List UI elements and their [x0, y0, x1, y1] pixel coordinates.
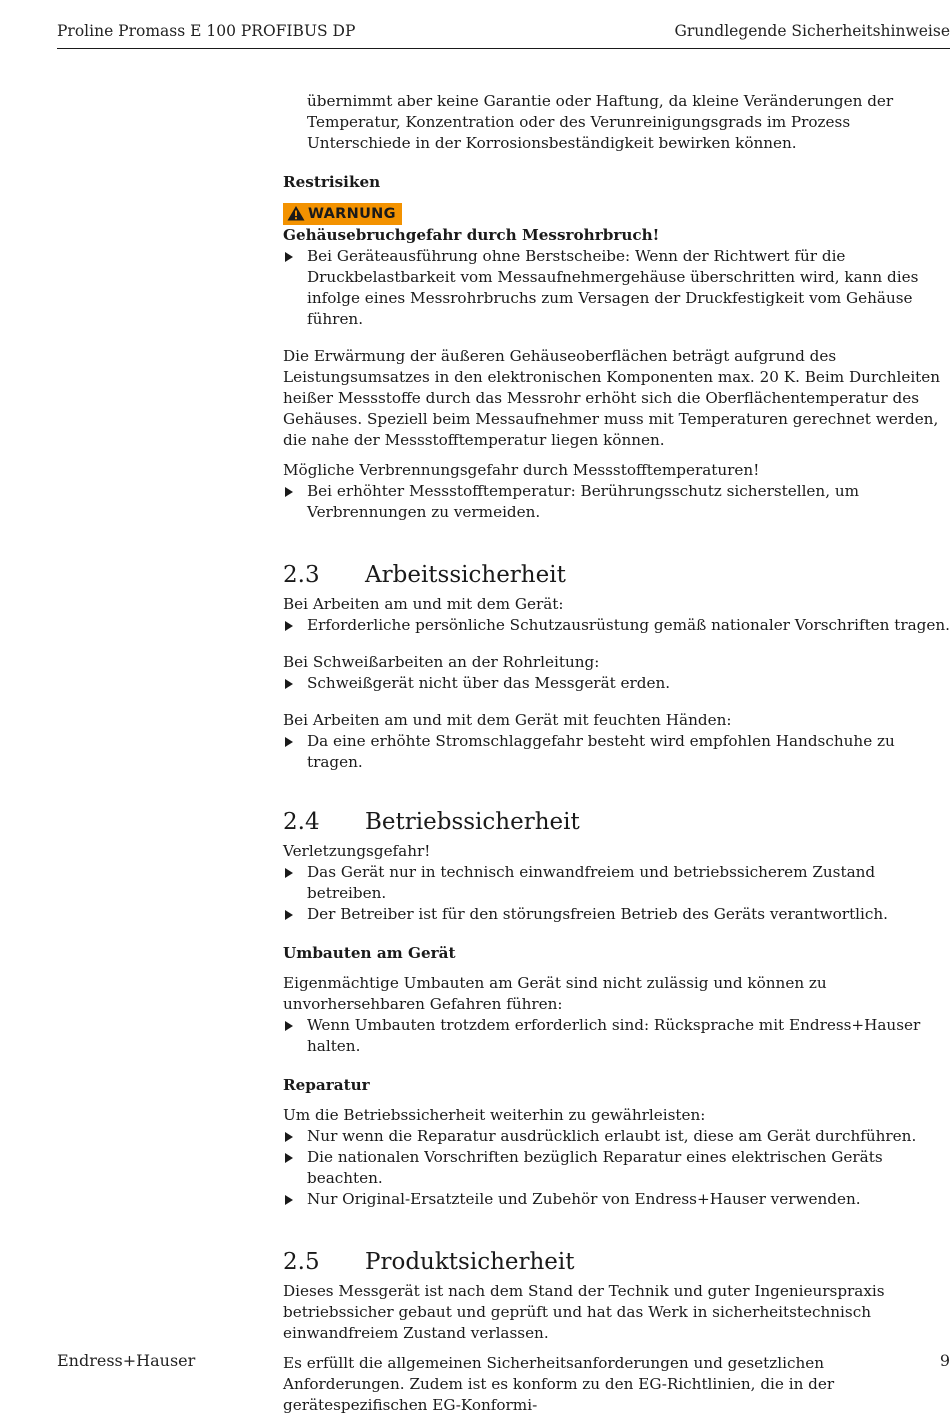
page-header [57, 22, 950, 49]
bullet-list [283, 1126, 950, 1210]
section-heading-2-3 [283, 560, 950, 590]
bullet-list [283, 615, 950, 636]
product-safety-paragraph-2: Es erfüllt die allgemeinen Sicherheitsanforderungen und gesetzlichen Anforderungen. Zudem ist es konform zu den EG-Richtlinien, die in der gerätespezifischen EG-Konformi- [283, 1354, 835, 1414]
list-item: Das Gerät nur in technisch einwandfreiem und betriebssicherem Zustand betreiben. [283, 862, 950, 904]
section-number: 2.3 [283, 562, 320, 588]
section-title: Betriebssicherheit [365, 809, 580, 835]
section-title: Produktsicherheit [365, 1249, 575, 1275]
list-item: Der Betreiber ist für den störungsfreien Betrieb des Geräts verantwortlich. [283, 904, 950, 925]
work-lead-3: Bei Arbeiten am und mit dem Gerät mit feuchten Händen: [283, 711, 732, 729]
section-heading-2-4 [283, 807, 950, 837]
injury-hazard-text: Verletzungsgefahr! [283, 842, 431, 860]
page-number: 9 [939, 1351, 950, 1370]
bullet-triangle-icon [285, 910, 293, 920]
warning-label: WARNUNG [308, 206, 396, 222]
umbauten-text: Eigenmächtige Umbauten am Gerät sind nicht zulässig und können zu unvorhersehbaren Gefahren führen: [283, 974, 827, 1013]
page-content [283, 91, 950, 1416]
reparatur-heading: Reparatur [283, 1076, 370, 1094]
bullet-list [283, 862, 950, 925]
heat-paragraph: Die Erwärmung der äußeren Gehäuseoberflächen beträgt aufgrund des Leistungsumsatzes in den elektronischen Komponenten max. 20 K. Beim Durchleiten heißer Messstoffe durch das Messrohr erhöht sich die Oberflächentemperatur des Gehäuses. Speziell beim Messaufnehmer muss mit Temperaturen gerechnet werden, die nahe der Messstofftemperatur liegen können. [283, 347, 941, 449]
umbauten-heading: Umbauten am Gerät [283, 944, 456, 962]
bullet-triangle-icon [285, 737, 293, 747]
chapter-title: Grundlegende Sicherheitshinweise [674, 22, 950, 40]
bullet-triangle-icon [285, 1153, 293, 1163]
bullet-triangle-icon [285, 621, 293, 631]
product-safety-paragraph-1: Dieses Messgerät ist nach dem Stand der Technik und guter Ingenieurspraxis betriebssicher gebaut und geprüft und hat das Werk in sicherheitstechnisch einwandfreiem Zustand verlassen. [283, 1282, 885, 1342]
warning-title: Gehäusebruchgefahr durch Messrohrbruch! [283, 226, 660, 244]
warning-badge [283, 203, 402, 225]
work-lead-1: Bei Arbeiten am und mit dem Gerät: [283, 595, 564, 613]
list-item: Schweißgerät nicht über das Messgerät erden. [283, 673, 950, 694]
section-heading-2-5 [283, 1247, 950, 1277]
bullet-list [283, 731, 950, 773]
section-number: 2.4 [283, 809, 320, 835]
warning-triangle-icon [287, 205, 305, 221]
list-item: Nur wenn die Reparatur ausdrücklich erlaubt ist, diese am Gerät durchführen. [283, 1126, 950, 1147]
list-item: Die nationalen Vorschriften bezüglich Reparatur eines elektrischen Geräts beachten. [283, 1147, 950, 1189]
document-title: Proline Promass E 100 PROFIBUS DP [57, 22, 356, 40]
list-item: Bei Geräteausführung ohne Berstscheibe: Wenn der Richtwert für die Druckbelastbarkeit vom Messaufnehmergehäuse überschritten wird, kann dies infolge eines Messrohrbruchs zum Versagen der Druckfestigkeit vom Gehäuse führen. [283, 246, 950, 330]
bullet-triangle-icon [285, 1021, 293, 1031]
list-item: Nur Original-Ersatzteile und Zubehör von Endress+Hauser verwenden. [283, 1189, 950, 1210]
list-item: Erforderliche persönliche Schutzausrüstung gemäß nationaler Vorschriften tragen. [283, 615, 950, 636]
burn-hazard-text: Mögliche Verbrennungsgefahr durch Messstofftemperaturen! [283, 461, 760, 479]
bullet-triangle-icon [285, 868, 293, 878]
brand-name: Endress+Hauser [57, 1351, 196, 1370]
section-number: 2.5 [283, 1249, 320, 1275]
continued-paragraph: übernimmt aber keine Garantie oder Haftung, da kleine Veränderungen der Temperatur, Konzentration oder des Verunreinigungsgrads im Prozess Unterschiede in der Korrosionsbeständigkeit bewirken können. [307, 92, 894, 152]
list-item: Da eine erhöhte Stromschlaggefahr besteht wird empfohlen Handschuhe zu tragen. [283, 731, 950, 773]
list-item: Bei erhöhter Messstofftemperatur: Berührungsschutz sicherstellen, um Verbrennungen zu vermeiden. [283, 481, 950, 523]
bullet-list [283, 673, 950, 694]
warning-bullet-list [283, 246, 950, 330]
bullet-list [283, 1015, 950, 1057]
bullet-triangle-icon [285, 252, 293, 262]
list-item: Wenn Umbauten trotzdem erforderlich sind: Rücksprache mit Endress+Hauser halten. [283, 1015, 950, 1057]
bullet-triangle-icon [285, 1132, 293, 1142]
bullet-triangle-icon [285, 487, 293, 497]
bullet-triangle-icon [285, 679, 293, 689]
reparatur-text: Um die Betriebssicherheit weiterhin zu gewährleisten: [283, 1106, 706, 1124]
restrisiken-heading: Restrisiken [283, 173, 381, 191]
burn-bullet-list [283, 481, 950, 523]
section-title: Arbeitssicherheit [365, 562, 566, 588]
bullet-triangle-icon [285, 1195, 293, 1205]
work-lead-2: Bei Schweißarbeiten an der Rohrleitung: [283, 653, 600, 671]
